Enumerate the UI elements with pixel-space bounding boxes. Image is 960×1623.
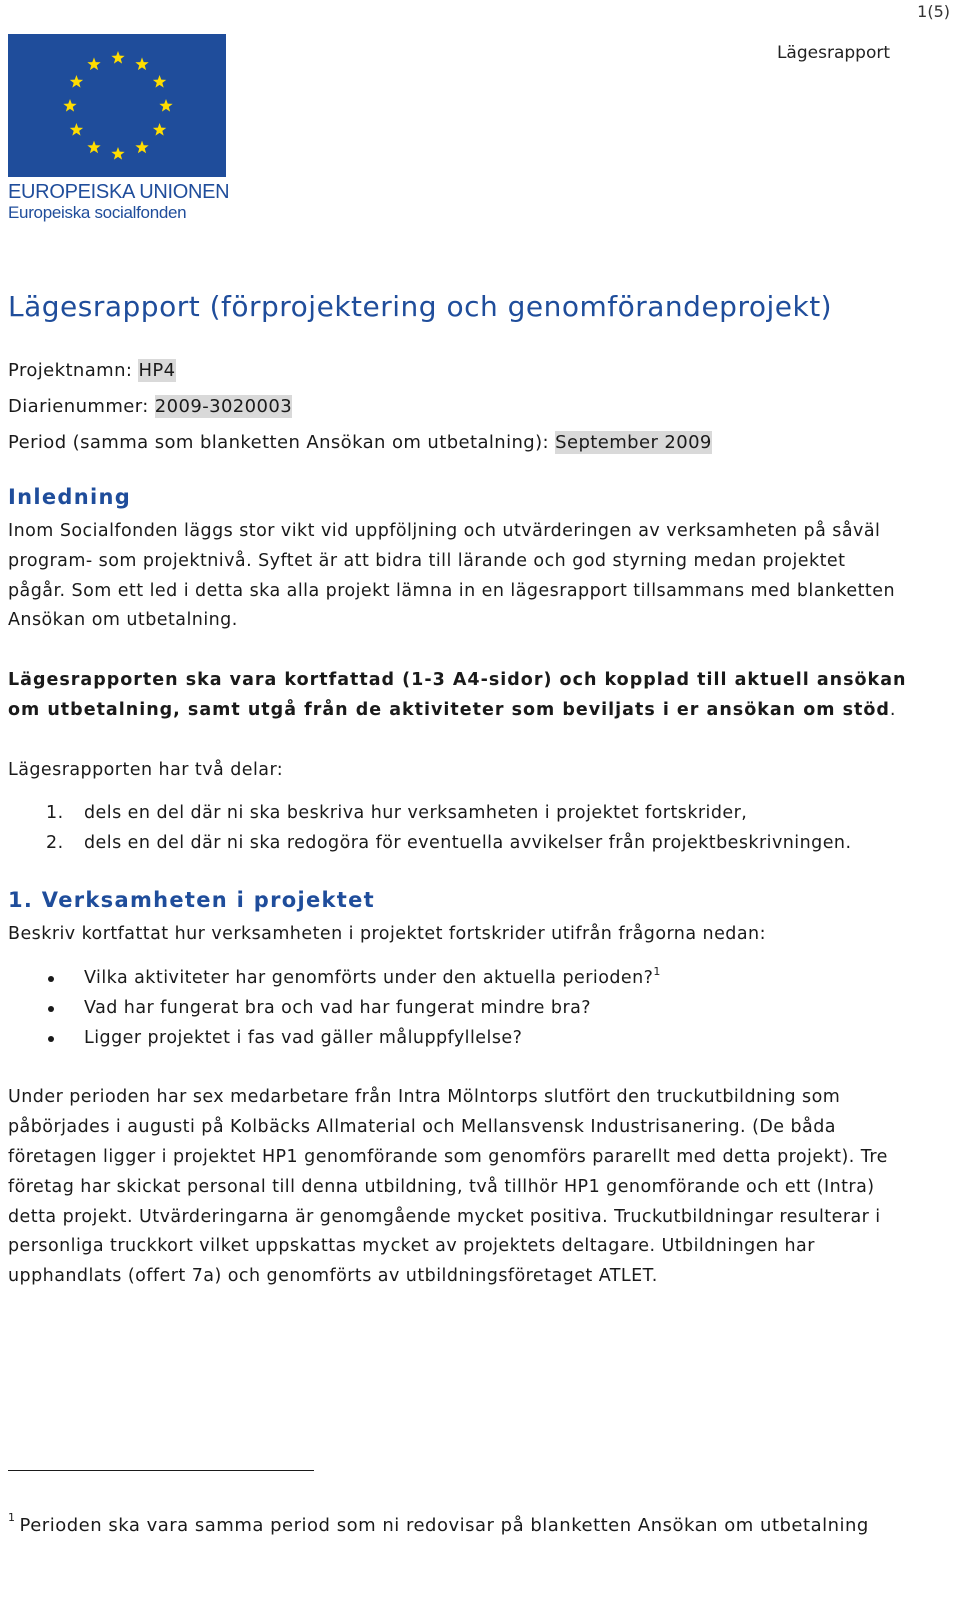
footnote-divider (8, 1470, 314, 1471)
footnote-text: Perioden ska vara samma period som ni redovisar på blanketten Ansökan om utbetalning (19, 1515, 869, 1536)
project-meta (8, 353, 908, 461)
eu-stars-circle (8, 34, 226, 177)
footnote (8, 1513, 888, 1539)
period-label: Period (samma som blanketten Ansökan om utbetalning): (8, 432, 556, 453)
period-row (8, 425, 908, 461)
document-type-label: Lägesrapport (776, 43, 890, 63)
project-name-row (8, 353, 908, 389)
list-item (8, 828, 908, 858)
intro-paragraph: Inom Socialfonden läggs stor vikt vid uppföljning och utvärderingen av verksamheten på såväl program- som projektnivå. Syftet är att bidra till lärande och god styrning medan projektet pågår. Som ett led i detta ska alla projekt lämna in en lägesrapport tillsammans med blanketten Ansökan om utbetalning. (8, 521, 895, 631)
logo-subtitle: Europeiska socialfonden (8, 203, 187, 222)
list-text: dels en del där ni ska redogöra för eventuella avvikelser från projektbeskrivningen. (84, 832, 852, 853)
eu-flag (8, 34, 226, 177)
requirements-end: . (889, 699, 896, 720)
report-parts-list (8, 798, 908, 858)
bullet-icon (48, 1006, 54, 1012)
report-parts-lead: Lägesrapporten har två delar: (8, 759, 284, 780)
star-icon (111, 51, 124, 64)
list-number: 2. (46, 832, 64, 853)
star-icon (135, 57, 148, 70)
list-text: Ligger projektet i fas vad gäller måluppfyllelse? (84, 1028, 523, 1049)
list-item (8, 798, 908, 828)
diary-number-label: Diarienummer: (8, 396, 155, 417)
list-number: 1. (46, 802, 64, 823)
eu-logo (8, 34, 228, 223)
page-title: Lägesrapport (förprojektering och genomförandeprojekt) (8, 290, 833, 323)
star-icon (87, 57, 100, 70)
footnote-mark: 1 (8, 1511, 16, 1524)
project-name-field[interactable]: HP4 (138, 360, 176, 381)
star-icon (70, 123, 83, 136)
diary-number-field[interactable]: 2009-3020003 (154, 396, 293, 417)
requirements-bold-text: Lägesrapporten ska vara kortfattad (1-3 A4-sidor) och kopplad till aktuell ansökan om utbetalning, samt utgå från de aktiviteter som beviljats i er ansökan om stöd (8, 670, 907, 720)
diary-number-row (8, 389, 908, 425)
star-icon (111, 147, 124, 160)
star-icon (63, 99, 76, 112)
star-icon (159, 99, 172, 112)
section1-lead: Beskriv kortfattat hur verksamheten i projektet fortskrider utifrån frågorna nedan: (8, 923, 766, 944)
question-list (8, 963, 908, 1053)
list-text: Vad har fungerat bra och vad har fungerat mindre bra? (84, 998, 592, 1019)
footnote-ref[interactable]: 1 (653, 965, 661, 979)
star-icon (153, 123, 166, 136)
page-number: 1(5) (917, 2, 950, 21)
star-icon (135, 141, 148, 154)
star-icon (87, 141, 100, 154)
star-icon (153, 75, 166, 88)
list-item (8, 993, 908, 1023)
section1-heading: 1. Verksamheten i projektet (8, 887, 376, 912)
bullet-icon (48, 976, 54, 982)
activity-report-text: Under perioden har sex medarbetare från Intra Mölntorps slutfört den truckutbildning som påbörjades i augusti på Kolbäcks Allmaterial och Mellansvensk Industrisanering. (De båda företagen ligger i projektet HP1 genomförande som genomförs pararellt med detta projekt). Tre företag har skickat personal till denna utbildning, två tillhör HP1 genomförande och ett (Intra) detta projekt. Utvärderingarna är genomgående mycket positiva. Truckutbildningar resulterar i personliga truckkort vilket uppskattas mycket av projektets deltagare. Utbildningen har upphandlats (offert 7a) och genomförts av utbildningsföretaget ATLET. (8, 1087, 888, 1287)
list-text: dels en del där ni ska beskriva hur verksamheten i projektet fortskrider, (84, 802, 748, 823)
intro-heading: Inledning (8, 485, 132, 509)
document-body (8, 290, 908, 1292)
list-item (8, 1023, 908, 1053)
bullet-icon (48, 1036, 54, 1042)
list-item (8, 963, 908, 993)
logo-title: EUROPEISKA UNIONEN (8, 181, 230, 203)
list-text: Vilka aktiviteter har genomförts under den aktuella perioden? (84, 968, 654, 989)
intro-requirements (8, 666, 908, 726)
star-icon (70, 75, 83, 88)
period-field[interactable]: September 2009 (555, 432, 712, 453)
project-name-label: Projektnamn: (8, 360, 139, 381)
